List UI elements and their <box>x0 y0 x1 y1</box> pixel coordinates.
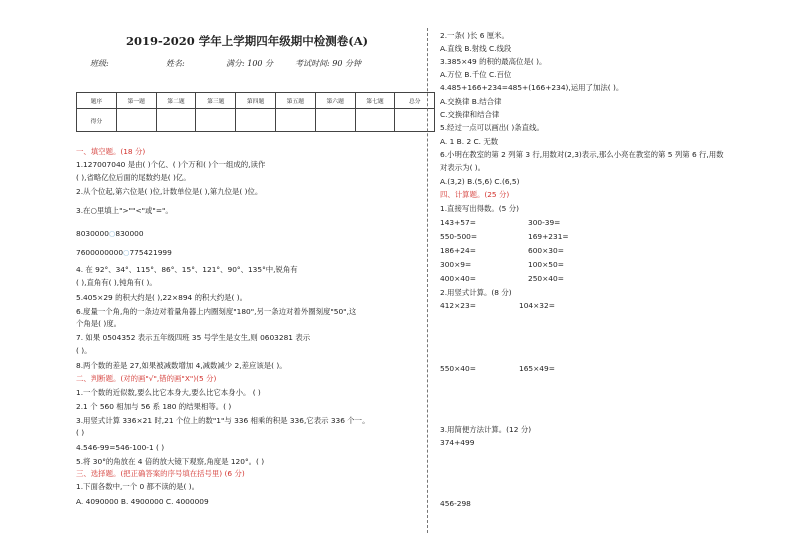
page-title: 2019-2020 学年上学期四年级期中检测卷(A) <box>126 34 369 48</box>
simplify-item: 456-298 <box>440 499 471 508</box>
score-cell[interactable] <box>116 109 156 132</box>
exam-time-label: 考试时间: 90 分钟 <box>295 59 361 68</box>
choice-5-options: A. 1 B. 2 C. 无数 <box>440 137 499 146</box>
choice-6-options: A.(3,2) B.(5,6) C.(6,5) <box>440 177 520 186</box>
question-7a: 7. 如果 0504352 表示五年级四班 35 号学生是女生,则 0603281 表示 <box>76 333 311 342</box>
score-cell[interactable] <box>395 109 435 132</box>
simplify-item: 374+499 <box>440 438 475 447</box>
question-3: 3.在○里填上">""<"或"="。 <box>76 206 173 215</box>
score-table-header: 题序 <box>77 93 117 109</box>
vertical-calc-item: 550×40= <box>440 364 476 373</box>
oral-item: 250×40= <box>528 274 564 283</box>
vertical-calc-item: 412×23= <box>440 301 476 310</box>
choice-3: 3.385×49 的积的最高位是( )。 <box>440 57 547 66</box>
oral-item: 600×30= <box>528 246 564 255</box>
name-label: 姓名: <box>166 59 185 68</box>
choice-2: 2.一条( )长 6 厘米。 <box>440 31 509 40</box>
oral-item: 400×40= <box>440 274 476 283</box>
calc-2-title: 2.用竖式计算。(8 分) <box>440 288 512 297</box>
section-fill-blank-heading: 一、填空题。(18 分) <box>76 147 146 156</box>
question-2: 2.从个位起,第六位是( )位,计数单位是( ),第九位是( )位。 <box>76 187 263 196</box>
score-cell[interactable] <box>156 109 196 132</box>
score-table-header: 第二题 <box>156 93 196 109</box>
choice-4: 4.485+166+234=485+(166+234),运用了加法( )。 <box>440 83 624 92</box>
vertical-calc-item: 104×32= <box>519 301 555 310</box>
class-label: 班级: <box>90 59 109 68</box>
score-table-header: 第六题 <box>315 93 355 109</box>
oral-item: 143+57= <box>440 218 476 227</box>
score-table-header: 总分 <box>395 93 435 109</box>
compare-circle-icon[interactable]: ○ <box>108 229 116 238</box>
section-judge-heading: 二、判断题。(对的画"√",错的画"X")(5 分) <box>76 374 217 383</box>
compare-row-2 <box>76 248 172 258</box>
score-row-label: 得分 <box>77 109 117 132</box>
score-table-header: 第五题 <box>275 93 315 109</box>
score-table-header: 第一题 <box>116 93 156 109</box>
score-cell[interactable] <box>315 109 355 132</box>
score-table-header: 第三题 <box>196 93 236 109</box>
choice-4-option-c: C.交换律和结合律 <box>440 110 500 119</box>
score-cell[interactable] <box>355 109 395 132</box>
compare-left-value: 7600000000 <box>76 248 124 257</box>
score-table-header: 第七题 <box>355 93 395 109</box>
oral-item: 300-39= <box>528 218 561 227</box>
oral-item: 169+231= <box>528 232 569 241</box>
score-cell[interactable] <box>196 109 236 132</box>
question-7b: ( )。 <box>76 346 92 355</box>
section-choice-heading: 三、选择题。(把正确答案的序号填在括号里) (6 分) <box>76 469 245 478</box>
choice-3-options: A.万位 B.千位 C.百位 <box>440 70 512 79</box>
question-6a: 6.度量一个角,角的一条边对着量角器上内圈刻度"180",另一条边对着外圈刻度"50",这 <box>76 307 357 316</box>
compare-right-value: 775421999 <box>129 248 172 257</box>
judge-3: 3.用竖式计算 336×21 时,21 个位上的数"1"与 336 相乘的积是 336,它表示 336 个一。 <box>76 416 370 425</box>
judge-2: 2.1 个 560 相加与 56 系 180 的结果相等。( ) <box>76 402 232 411</box>
judge-4: 4.546-99=546-100-1 ( ) <box>76 443 165 452</box>
compare-circle-icon[interactable]: ○ <box>123 248 130 257</box>
score-cell[interactable] <box>275 109 315 132</box>
question-4b: ( ),直角有( ),钝角有( )。 <box>76 278 157 287</box>
question-5: 5.405×29 的积大约是( ),22×894 的积大约是( )。 <box>76 293 248 302</box>
oral-item: 550-500= <box>440 232 478 241</box>
oral-item: 186+24= <box>440 246 476 255</box>
choice-4-option-ab: A.交换律 B.结合律 <box>440 97 502 106</box>
vertical-calc-item: 165×49= <box>519 364 555 373</box>
choice-1: 1.下面各数中,一个 0 都不读的是( )。 <box>76 482 199 491</box>
choice-6b: 对表示为( )。 <box>440 163 486 172</box>
calc-3-title: 3.用简便方法计算。(12 分) <box>440 425 532 434</box>
oral-item: 300×9= <box>440 260 472 269</box>
question-1b: ( ),省略亿位后面的尾数约是( )亿。 <box>76 173 191 182</box>
question-6b: 个角是( )度。 <box>76 319 122 328</box>
full-score-label: 满分: 100 分 <box>226 59 274 68</box>
calc-1-title: 1.直接写出得数。(5 分) <box>440 204 519 213</box>
choice-2-options: A.直线 B.射线 C.线段 <box>440 44 512 53</box>
choice-1-options: A. 4090000 B. 4900000 C. 4000009 <box>76 497 209 506</box>
score-table <box>76 92 435 132</box>
judge-1: 1.一个数的近似数,要么比它本身大,要么比它本身小。 ( ) <box>76 388 261 397</box>
compare-right-value: 830000 <box>115 229 144 238</box>
choice-6a: 6.小明在教室的第 2 列第 3 行,用数对(2,3)表示,那么小亮在教室的第 5 列第 6 行,用数 <box>440 150 724 159</box>
column-divider <box>427 28 428 533</box>
judge-5: 5.将 30°的角放在 4 倍的放大镜下观察,角度是 120°。( ) <box>76 457 265 466</box>
score-cell[interactable] <box>236 109 276 132</box>
compare-row-1 <box>76 229 144 239</box>
compare-left-value: 8030000 <box>76 229 109 238</box>
choice-5: 5.经过一点可以画出( )条直线。 <box>440 123 544 132</box>
judge-3-bracket: ( ) <box>76 428 85 437</box>
question-4a: 4. 在 92°、34°、115°、86°、15°、121°、90°、135°中,锐角有 <box>76 265 298 274</box>
section-calc-heading: 四、计算题。(25 分) <box>440 190 510 199</box>
score-table-header: 第四题 <box>236 93 276 109</box>
oral-item: 100×50= <box>528 260 564 269</box>
question-1a: 1.127007040 是由( )个亿、( )个万和( )个一组成的,读作 <box>76 160 266 169</box>
question-8: 8.两个数的差是 27,如果被减数增加 4,减数减少 2,差应该是( )。 <box>76 361 287 370</box>
